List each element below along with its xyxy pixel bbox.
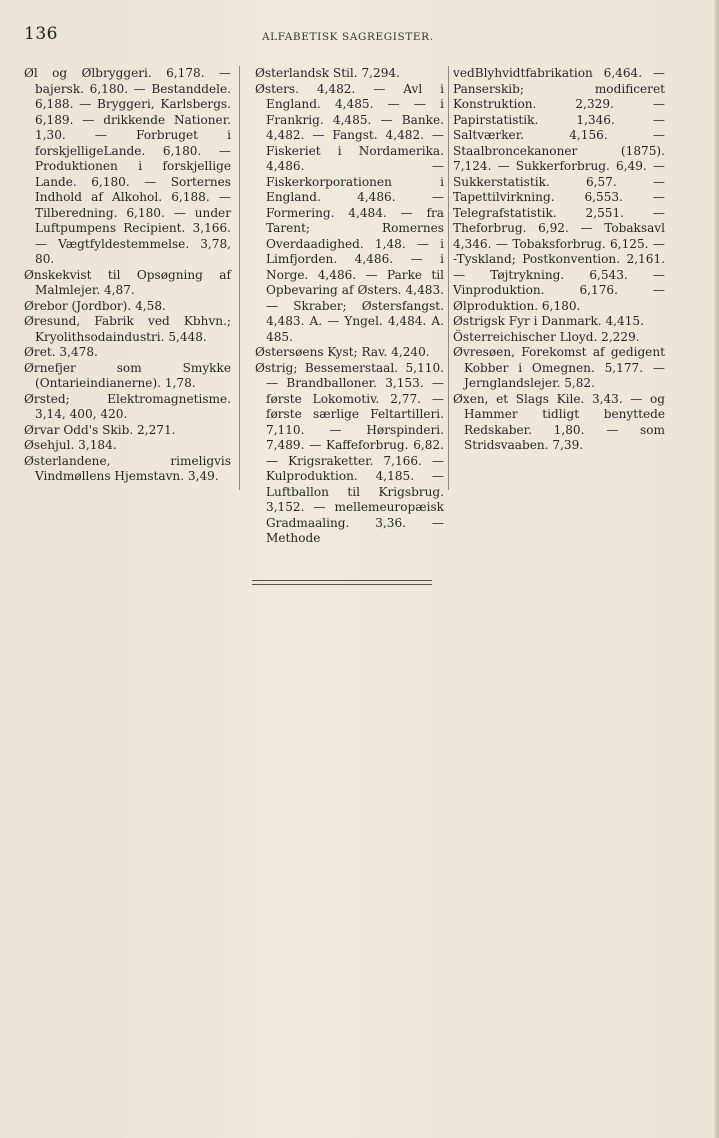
index-entry: Ørebor (Jordbor). 4,58. bbox=[24, 298, 166, 313]
index-entry: Øvresøen, Forekomst af gedigent Kobber i Omegnen. 5,177. — Jernglandslejer. 5,82. bbox=[453, 345, 665, 390]
column-rule bbox=[448, 66, 449, 490]
index-entry: Østersøens Kyst; Rav. 4,240. bbox=[255, 345, 430, 359]
index-entry: Ørsted; Elektromagnetisme. 3,14, 400, 420. bbox=[24, 391, 231, 421]
index-entry: Ørnefjer som Smykke (Ontarieindianerne). 1,78. bbox=[24, 360, 231, 390]
index-entry: Østers. 4,482. — Avl i England. 4,485. — — i Frankrig. 4,485. — Banke. 4,482. — Fangst. 4,482. — Fiskeriet i Nordamerika. 4,486. — Fiskerkorporationen i England. 4,486. — Formering. 4,484. — fra Tarent; Romernes Overdaadighed. 1,48. — i Limfjorden. 4,486. — i Norge. 4,486. — Parke til Opbevaring af Østers. 4,483. — Skraber; Østersfangst. 4,483. A. — Yngel. 4,484. A. 485. bbox=[255, 81, 444, 344]
index-entry: Østrig; Bessemerstaal. 5,110. — Brandballoner. 3,153. — første Lokomotiv. 2,77. — første særlige Feltartilleri. 7,110. — Hørspinderi. 7,489. — Kaffeforbrug. 6,82. — Krigsraketter. 7,166. — Kulproduktion. 4,185. — Luftballon til Krigsbrug. 3,152. — mellemeuropæisk Gradmaaling. 3,36. — Methode bbox=[255, 360, 444, 545]
index-entry-continued: vedBlyhvidtfabrikation 6,464. — Panserskib; modificeret Konstruktion. 2,329. — Papirstatistik. 1,346. — Saltværker. 4,156. — Staalbroncekanoner (1875). 7,124. — Sukkerforbrug. 6,49. — Sukkerstatistik. 6,57. — Tapettilvirkning. 6,553. — Telegrafstatistik. 2,551. — Theforbrug. 6,92. — Tobaksavl 4,346. — Tobaksforbrug. 6,125. — -Tyskland; Postkonvention. 2,161. — Tøjtrykning. 6,543. — Vinproduktion. 6,176. — Ølproduktion. 6,180. bbox=[453, 66, 665, 313]
column-rule bbox=[239, 66, 240, 490]
index-entry: Øxen, et Slags Kile. 3,43. — og Hammer tidligt benyttede Redskaber. 1,80. — som Stridsvaaben. 7,39. bbox=[453, 391, 665, 452]
index-entry: Øresund, Fabrik ved Kbhvn.; Kryolithsodaindustri. 5,448. bbox=[24, 314, 231, 344]
index-entry: Østrigsk Fyr i Danmark. 4,415. bbox=[453, 314, 644, 328]
index-entry: Ønskekvist til Opsøgning af Malmlejer. 4,87. bbox=[24, 267, 231, 297]
index-entry: Øl og Ølbryggeri. 6,178. — bajersk. 6,180. — Bestanddele. 6,188. — Bryggeri, Karlsbergs. 6,189. — drikkende Nationer. 1,30. — Forbruget i forskjelligeLande. 6,180. — Produktionen i forskjellige Lande. 6,180. — Sorternes Indhold af Alkohol. 6,188. — Tilberedning. 6,180. — under Luftpumpens Recipient. 3,166. — Vægtfyldestemmelse. 3,78, 80. bbox=[24, 66, 231, 266]
end-rule bbox=[252, 584, 432, 585]
index-entry: Ørvar Odd's Skib. 2,271. bbox=[24, 422, 176, 437]
index-entry: Øsehjul. 3,184. bbox=[24, 438, 117, 452]
index-column-2 bbox=[255, 66, 444, 547]
index-entry: Østerlandene, rimeligvis Vindmøllens Hjemstavn. 3,49. bbox=[24, 453, 231, 483]
index-entry: Østerlandsk Stil. 7,294. bbox=[255, 66, 400, 80]
index-column-3 bbox=[453, 66, 665, 454]
index-column-1 bbox=[24, 66, 231, 485]
page-edge-shadow bbox=[713, 0, 719, 1138]
index-entry: Österreichischer Lloyd. 2,229. bbox=[453, 329, 640, 344]
running-title: ALFABETISK SAGREGISTER. bbox=[262, 31, 434, 43]
index-entry: Øret. 3,478. bbox=[24, 345, 98, 359]
page-number: 136 bbox=[24, 24, 58, 44]
end-rule bbox=[252, 580, 432, 581]
